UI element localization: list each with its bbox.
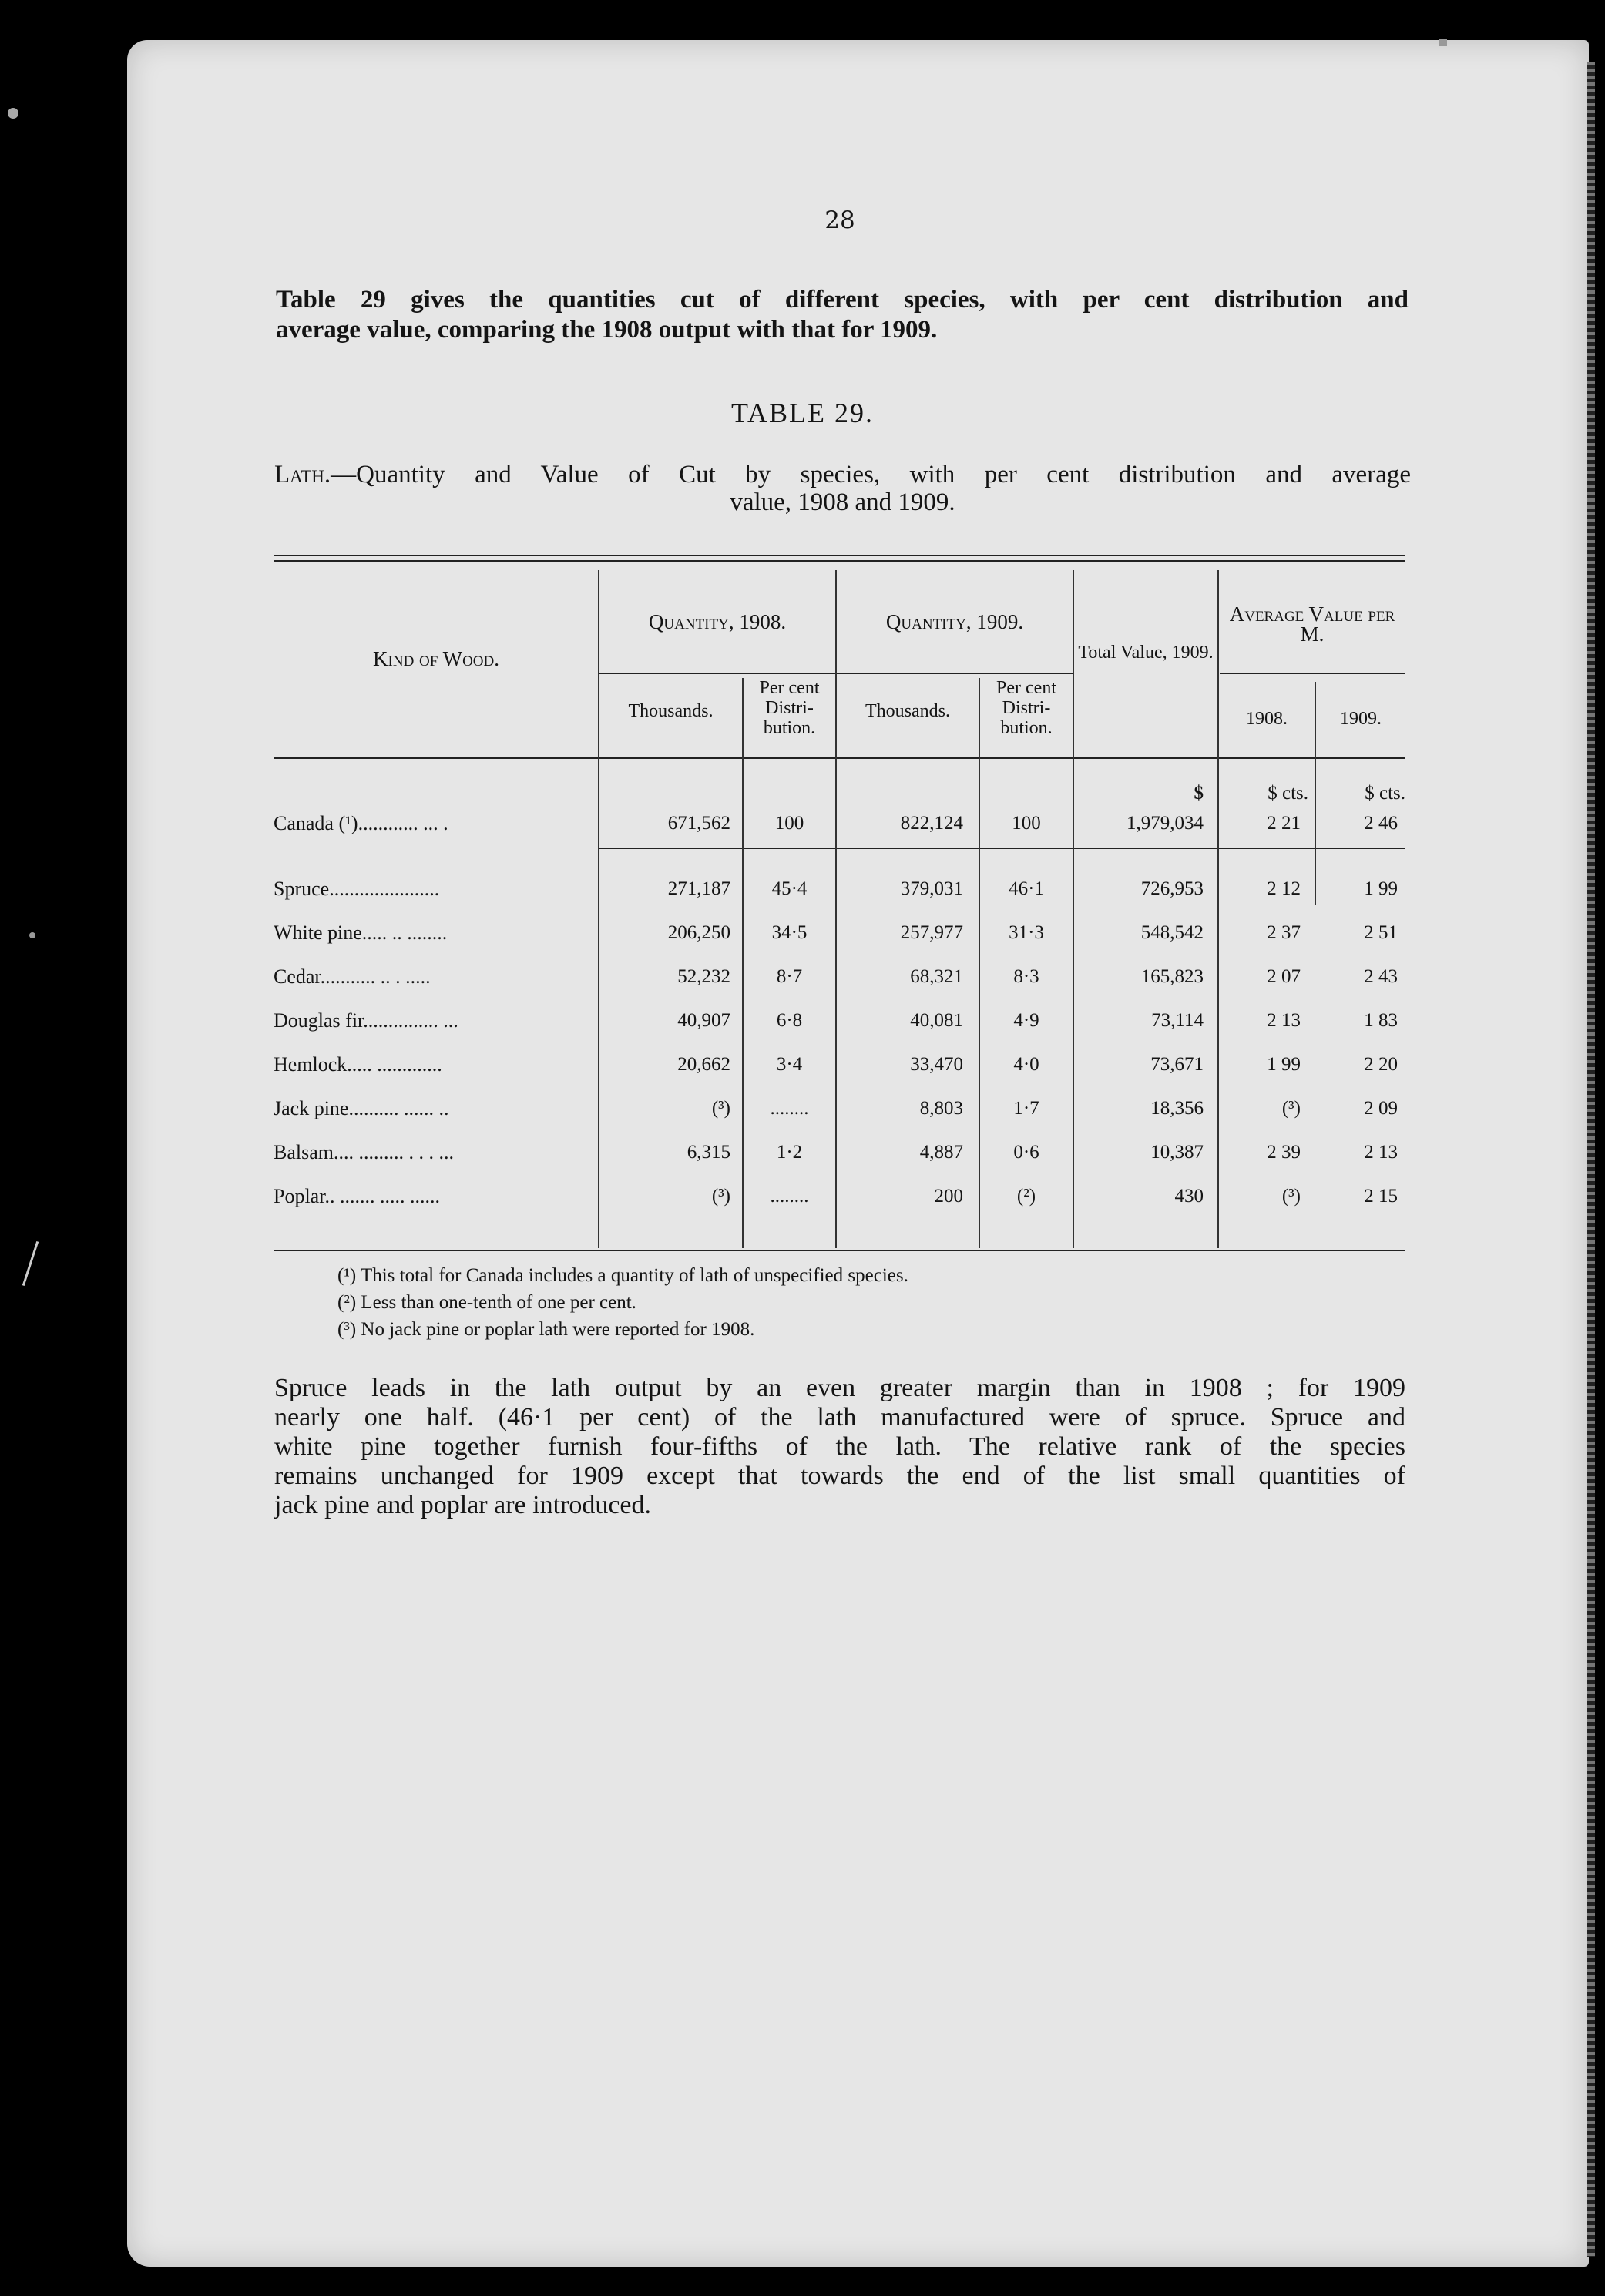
- cell-total-value: 18,356: [1150, 1098, 1204, 1119]
- intro-line: average value, comparing the 1908 output with that for 1909.: [276, 316, 938, 344]
- cell-quantity-1909: 200: [934, 1186, 963, 1207]
- scan-speck: [8, 108, 18, 119]
- header-year-1909: 1909.: [1340, 709, 1382, 729]
- closing-line: Spruce leads in the lath output by an even greater margin than in 1908 ; for 1909: [274, 1374, 1405, 1402]
- closing-line: white pine together furnish four-fifths of the lath. The relative rank of the species: [274, 1432, 1405, 1461]
- cell-quantity-1909: 257,977: [900, 922, 963, 943]
- cell-percent-1909: 0·6: [1013, 1142, 1039, 1163]
- row-label: Spruce......................: [274, 878, 440, 900]
- table-title: TABLE 29.: [730, 398, 875, 428]
- table-bottom-rule: [274, 1250, 1405, 1251]
- cell-average-1909: 2 09: [1364, 1098, 1398, 1119]
- intro-line: Table 29 gives the quantities cut of different species, with per cent distribution and: [276, 286, 1409, 314]
- cell-average-1908: (³): [1281, 1098, 1301, 1119]
- unit-average-1909: $ cts.: [1365, 783, 1405, 804]
- cell-quantity-1908: (³): [711, 1098, 730, 1119]
- cell-average-1908: 2 13: [1267, 1010, 1301, 1031]
- quantity-1908-rule: [599, 673, 835, 674]
- cell-average-1908: 2 37: [1267, 922, 1301, 943]
- cell-average-1909: 1 83: [1364, 1010, 1398, 1031]
- cell-total-value: 73,671: [1150, 1054, 1204, 1075]
- cell-average-1908: 2 21: [1267, 813, 1301, 834]
- cell-average-1909: 1 99: [1364, 878, 1398, 899]
- cell-total-value: 1,979,034: [1127, 813, 1204, 834]
- cell-quantity-1908: 6,315: [687, 1142, 730, 1163]
- cell-percent-1909: 46·1: [1009, 878, 1044, 899]
- cell-quantity-1909: 4,887: [919, 1142, 963, 1163]
- cell-quantity-1909: 822,124: [900, 813, 963, 834]
- header-quantity-1908: Quantity, 1908.: [648, 610, 787, 633]
- cell-total-value: 165,823: [1140, 966, 1204, 987]
- quantity-1909-rule: [837, 673, 1073, 674]
- cell-percent-1908: 1·2: [776, 1142, 803, 1163]
- header-per-cent-1909: Per cent Distri- bution.: [996, 678, 1056, 738]
- caption-lead: Lath.: [274, 461, 331, 488]
- row-label: Cedar........... .. . .....: [274, 965, 431, 988]
- header-kind-of-wood: Kind of Wood.: [373, 647, 499, 670]
- row-label: Hemlock..... .............: [274, 1053, 442, 1076]
- scan-scratch: [22, 1241, 39, 1286]
- header-thousands-1909: Thousands.: [865, 701, 950, 721]
- cell-percent-1909: 31·3: [1009, 922, 1044, 943]
- cell-quantity-1908: 206,250: [667, 922, 730, 943]
- cell-quantity-1908: (³): [711, 1186, 730, 1207]
- cell-average-1909: 2 51: [1364, 922, 1398, 943]
- cell-total-value: 430: [1174, 1186, 1204, 1207]
- cell-total-value: 10,387: [1150, 1142, 1204, 1163]
- footnote: (³) No jack pine or poplar lath were reported for 1908.: [337, 1319, 755, 1340]
- cell-quantity-1909: 379,031: [900, 878, 963, 899]
- scan-speck: [1439, 39, 1447, 46]
- cell-quantity-1908: 20,662: [677, 1054, 730, 1075]
- cell-quantity-1908: 52,232: [677, 966, 730, 987]
- scan-speck: [29, 932, 35, 938]
- cell-total-value: 548,542: [1140, 922, 1204, 943]
- header-total-value: Total Value, 1909.: [1078, 643, 1214, 663]
- cell-average-1909: 2 15: [1364, 1186, 1398, 1207]
- row-label: White pine..... .. ........: [274, 921, 448, 944]
- page-number: 28: [824, 206, 855, 234]
- header-quantity-1909: Quantity, 1909.: [885, 610, 1024, 633]
- cell-average-1908: 2 39: [1267, 1142, 1301, 1163]
- row-label: Douglas fir............... ...: [274, 1009, 458, 1032]
- cell-quantity-1908: 40,907: [677, 1010, 730, 1031]
- unit-average-1908: $ cts.: [1268, 783, 1308, 804]
- cell-average-1909: 2 13: [1364, 1142, 1398, 1163]
- row-label: Canada (¹)............ ... .: [274, 812, 448, 834]
- closing-line: remains unchanged for 1909 except that towards the end of the list small quantities of: [274, 1462, 1405, 1490]
- cell-quantity-1909: 8,803: [919, 1098, 963, 1119]
- cell-percent-1908: 3·4: [776, 1054, 803, 1075]
- caption-line-1: —Quantity and Value of Cut by species, with per cent distribution and average: [331, 461, 1411, 488]
- cell-average-1909: 2 43: [1364, 966, 1398, 987]
- cell-percent-1909: 4·9: [1013, 1010, 1039, 1031]
- cell-average-1908: 2 07: [1267, 966, 1301, 987]
- header-average-value: Average Value per M.: [1229, 603, 1395, 646]
- canada-row-rule: [599, 848, 1405, 849]
- page-edge: [1587, 62, 1595, 2257]
- cell-average-1908: 1 99: [1267, 1054, 1301, 1075]
- header-thousands-1908: Thousands.: [628, 701, 714, 721]
- closing-line: nearly one half. (46·1 per cent) of the lath manufactured were of spruce. Spruce and: [274, 1403, 1405, 1432]
- cell-percent-1908: ........: [770, 1186, 809, 1207]
- cell-average-1908: 2 12: [1267, 878, 1301, 899]
- cell-quantity-1908: 271,187: [667, 878, 730, 899]
- cell-quantity-1909: 33,470: [910, 1054, 963, 1075]
- cell-percent-1908: 34·5: [771, 922, 808, 943]
- cell-total-value: 726,953: [1140, 878, 1204, 899]
- cell-percent-1909: 8·3: [1013, 966, 1039, 987]
- table-caption: [274, 461, 1411, 516]
- cell-percent-1909: 100: [1012, 813, 1041, 834]
- footnote: (²) Less than one-tenth of one per cent.: [337, 1292, 636, 1313]
- cell-percent-1908: 6·8: [776, 1010, 803, 1031]
- row-label: Balsam.... ......... . . . ...: [274, 1141, 454, 1163]
- header-per-cent-1908: Per cent Distri- bution.: [759, 678, 820, 738]
- cell-quantity-1909: 68,321: [910, 966, 963, 987]
- row-label: Jack pine.......... ...... ..: [274, 1097, 449, 1119]
- cell-quantity-1908: 671,562: [667, 813, 730, 834]
- header-bottom-rule: [274, 757, 1405, 759]
- cell-percent-1908: 100: [774, 813, 804, 834]
- cell-percent-1909: (²): [1016, 1186, 1036, 1207]
- average-value-rule: [1220, 673, 1405, 674]
- closing-paragraph: [274, 1374, 1405, 1520]
- unit-total-value: $: [1194, 783, 1204, 804]
- cell-percent-1908: ........: [770, 1098, 809, 1119]
- cell-average-1909: 2 46: [1364, 813, 1398, 834]
- caption-line-2: value, 1908 and 1909.: [730, 488, 955, 516]
- table-top-rule: [274, 555, 1405, 556]
- table-top-rule: [274, 560, 1405, 562]
- cell-percent-1908: 45·4: [771, 878, 808, 899]
- cell-average-1908: (³): [1281, 1186, 1301, 1207]
- closing-line: jack pine and poplar are introduced.: [274, 1491, 652, 1519]
- cell-percent-1908: 8·7: [776, 966, 803, 987]
- cell-average-1909: 2 20: [1364, 1054, 1398, 1075]
- intro-paragraph: [276, 285, 1409, 345]
- cell-total-value: 73,114: [1151, 1010, 1204, 1031]
- header-year-1908: 1908.: [1246, 709, 1288, 729]
- cell-percent-1909: 1·7: [1013, 1098, 1039, 1119]
- footnote: (¹) This total for Canada includes a quantity of lath of unspecified species.: [337, 1265, 908, 1286]
- cell-quantity-1909: 40,081: [910, 1010, 963, 1031]
- row-label: Poplar.. ....... ..... ......: [274, 1185, 440, 1207]
- cell-percent-1909: 4·0: [1013, 1054, 1039, 1075]
